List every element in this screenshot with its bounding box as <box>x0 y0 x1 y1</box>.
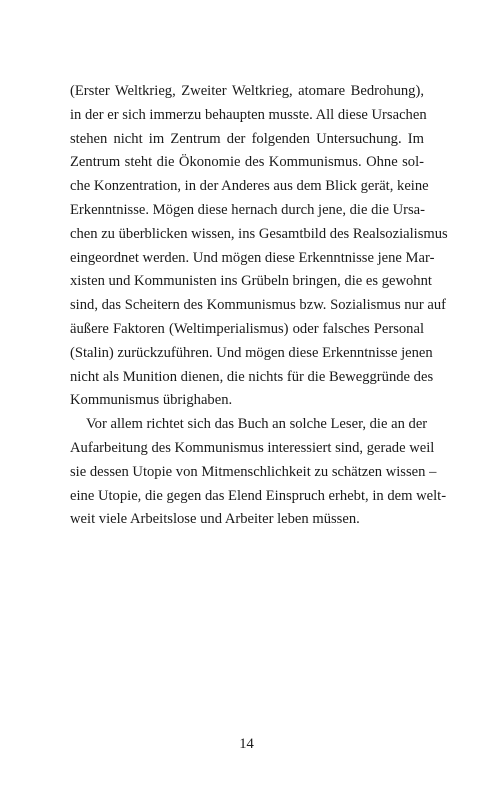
text-line: Vor allem richtet sich das Buch an solche Leser, die an der <box>86 416 428 433</box>
paragraph-2 <box>70 413 447 532</box>
text-line: Kommunismus übrighaben. <box>70 392 233 409</box>
text-line: weit viele Arbeitslose und Arbeiter leben müssen. <box>70 511 360 528</box>
text-line: Erkenntnisse. Mögen diese hernach durch jene, die die Ursa- <box>70 201 425 218</box>
body-text <box>70 80 448 532</box>
text-line: (Stalin) zurückzuführen. Und mögen diese Erkenntnisse jenen <box>70 344 433 361</box>
page-number: 14 <box>239 736 254 752</box>
text-line: chen zu überblicken wissen, ins Gesamtbild des Realsozialismus <box>70 225 448 242</box>
text-line: Aufarbeitung des Kommunismus interessiert sind, gerade weil <box>70 439 435 456</box>
text-line: in der er sich immerzu behaupten musste. All diese Ursachen <box>70 106 427 123</box>
paragraph-1 <box>70 80 448 413</box>
text-line: nicht als Munition dienen, die nichts für die Beweggründe des <box>70 368 434 385</box>
text-line: che Konzentration, in der Anderes aus dem Blick gerät, keine <box>70 178 429 195</box>
text-line: eingeordnet werden. Und mögen diese Erkenntnisse jene Mar- <box>70 249 435 266</box>
text-line: sie dessen Utopie von Mitmenschlichkeit zu schätzen wissen – <box>70 463 437 480</box>
text-line: sind, das Scheitern des Kommunismus bzw. Sozialismus nur auf <box>70 297 447 314</box>
text-line: stehen nicht im Zentrum der folgenden Untersuchung. Im <box>70 130 424 147</box>
text-line: Zentrum steht die Ökonomie des Kommunismus. Ohne sol- <box>70 154 424 171</box>
text-line: xisten und Kommunisten ins Grübeln bringen, die es gewohnt <box>70 273 432 290</box>
text-line: äußere Faktoren (Weltimperialismus) oder falsches Personal <box>70 320 424 337</box>
text-line: (Erster Weltkrieg, Zweiter Weltkrieg, atomare Bedrohung), <box>70 83 424 99</box>
text-line: eine Utopie, die gegen das Elend Einspruch erhebt, in dem welt- <box>70 487 447 504</box>
